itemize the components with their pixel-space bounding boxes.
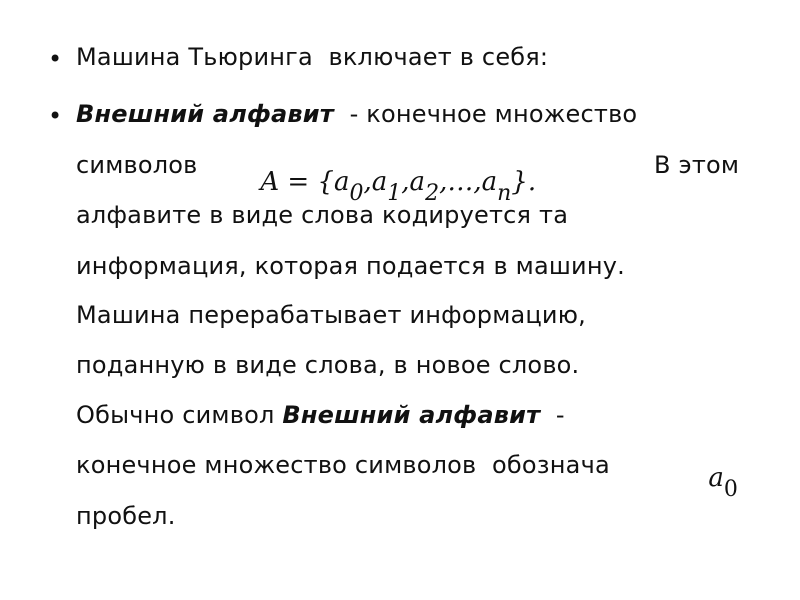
line-7-b: - <box>540 401 565 429</box>
formula-symbol: a <box>409 167 426 197</box>
formula-subscript: n <box>497 181 512 206</box>
formula-ellipsis: …, <box>447 167 482 197</box>
bullet-marker: • <box>48 45 63 73</box>
bullet-marker: • <box>48 102 63 130</box>
a0-base: a <box>708 463 724 493</box>
bullet-2-line-4: информация, которая подается в машину. <box>76 252 625 280</box>
bullet-2-line-1 <box>76 99 637 129</box>
formula-symbol: a <box>333 167 350 197</box>
bullet-2-line-9: пробел. <box>76 502 176 530</box>
formula-symbol: a <box>481 167 498 197</box>
bullet-2-line-6: поданную в виде слова, в новое слово. <box>76 351 580 379</box>
bullet-2-line-7 <box>76 400 565 430</box>
formula-subscript: 0 <box>349 181 364 206</box>
formula-subscript: 1 <box>387 181 402 206</box>
term-external-alphabet: Внешний алфавит <box>76 100 334 128</box>
line-1-rest: - конечное множество <box>333 100 638 128</box>
line-7-a: Обычно символ <box>76 401 283 429</box>
formula-lhs: A = { <box>260 167 334 197</box>
term-external-alphabet: Внешний алфавит <box>282 401 541 429</box>
formula-rhs: }. <box>511 167 537 197</box>
bullet-2-line-2a: символов <box>76 151 198 179</box>
bullet-1-text: Машина Тьюринга включает в себя: <box>76 43 549 71</box>
formula-subscript: 2 <box>425 181 440 206</box>
bullet-2-line-8: конечное множество символов обознача <box>76 451 610 479</box>
bullet-2-line-2b: В этом <box>654 151 740 179</box>
alphabet-formula: A = {a0,a1,a2,…,an}. <box>260 167 537 206</box>
a0-subscript: 0 <box>723 477 738 502</box>
bullet-2-line-5: Машина перерабатывает информацию, <box>76 301 586 329</box>
bullet-2-line-3: алфавите в виде слова кодируется та <box>76 201 569 229</box>
a0-symbol <box>688 444 738 512</box>
formula-symbol: a <box>371 167 388 197</box>
